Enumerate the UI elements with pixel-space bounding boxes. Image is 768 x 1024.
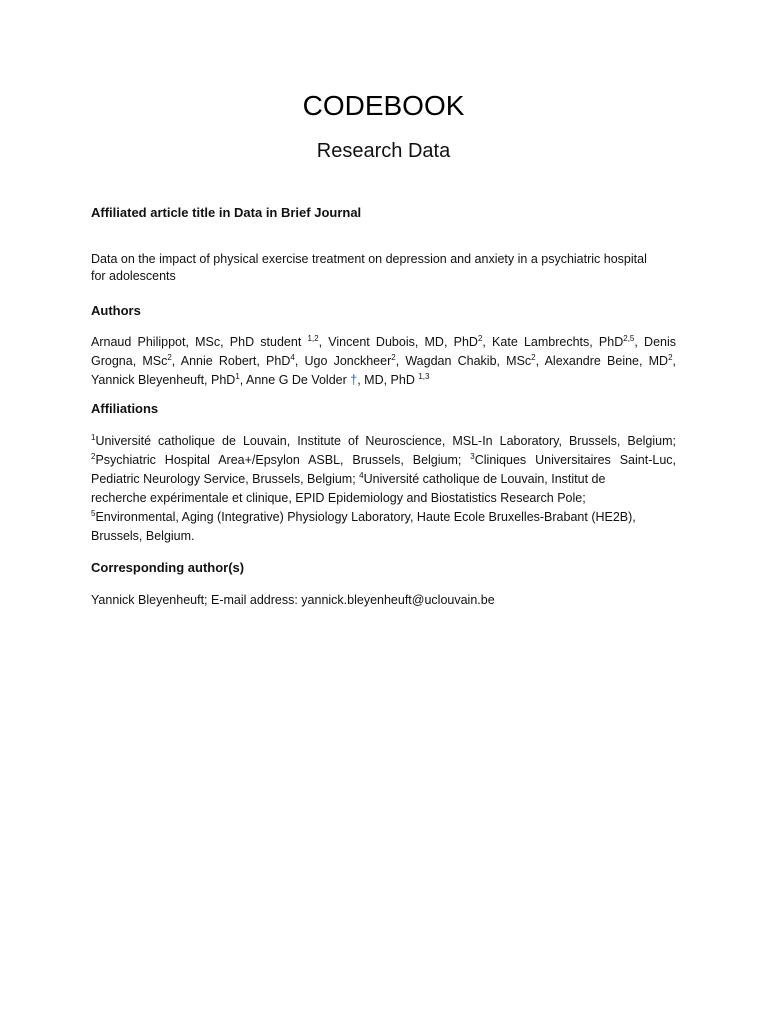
- author-separator: ,: [672, 354, 677, 368]
- affiliations-heading: Affiliations: [91, 401, 159, 416]
- author-affiliation-ref: 2: [531, 352, 536, 362]
- author-affiliation-ref: 1,3: [418, 371, 430, 381]
- article-heading: Affiliated article title in Data in Brief Journal: [91, 205, 362, 220]
- author-name: , Vincent Dubois, MD, PhD: [318, 335, 478, 349]
- author-name: , Anne G De Volder: [239, 373, 351, 387]
- document-subtitle: Research Data: [316, 140, 451, 162]
- affiliations-line-1: [91, 432, 676, 451]
- author-name: , Alexandre Beine, MD: [535, 354, 669, 368]
- affiliation-number: 4: [359, 470, 364, 480]
- author-degrees: , MD, PhD: [357, 373, 419, 387]
- author-name: Yannick Bleyenheuft, PhD: [91, 373, 236, 387]
- corresponding-heading: Corresponding author(s): [91, 560, 245, 575]
- author-name: , Wagdan Chakib, MSc: [395, 354, 532, 368]
- author-affiliation-ref: 2,5: [623, 333, 635, 343]
- affiliations-line-6: [91, 527, 676, 546]
- affiliation-text: recherche expérimentale et clinique, EPID Epidemiology and Biostatistics Research Pole;: [91, 491, 586, 505]
- authors-list: [91, 333, 676, 390]
- affiliation-number: 2: [91, 451, 96, 461]
- author-name: , Annie Robert, PhD: [171, 354, 291, 368]
- affiliation-text: Psychiatric Hospital Area+/Epsylon ASBL, Brussels, Belgium;: [95, 453, 471, 467]
- affiliations-line-4: [91, 489, 676, 508]
- affiliations-line-3: [91, 470, 676, 489]
- author-affiliation-ref: 2: [167, 352, 172, 362]
- affiliation-text: Université catholique de Louvain, Institute of Neuroscience, MSL-In Laboratory, Brussels, Belgium;: [95, 434, 676, 448]
- author-name: Grogna, MSc: [91, 354, 168, 368]
- authors-line-1: [91, 333, 676, 352]
- affiliation-text: Environmental, Aging (Integrative) Physiology Laboratory, Haute Ecole Bruxelles-Brabant (HE2B),: [95, 510, 636, 524]
- author-affiliation-ref: 1: [235, 371, 240, 381]
- author-name: , Denis: [634, 335, 676, 349]
- affiliation-number: 1: [91, 432, 96, 442]
- authors-line-3: [91, 371, 676, 390]
- affiliation-number: 3: [470, 451, 475, 461]
- article-title: [91, 251, 676, 285]
- article-title-line-1: Data on the impact of physical exercise treatment on depression and anxiety in a psychiatric hospital: [91, 252, 647, 266]
- author-name: , Ugo Jonckheer: [294, 354, 392, 368]
- document-title: CODEBOOK: [302, 90, 465, 121]
- authors-heading: Authors: [91, 303, 141, 318]
- affiliation-text: Cliniques Universitaires Saint-Luc,: [474, 453, 676, 467]
- affiliation-number: 5: [91, 508, 96, 518]
- author-affiliation-ref: 2: [668, 352, 673, 362]
- dagger-footnote-link[interactable]: †: [350, 373, 358, 387]
- affiliation-text: Pediatric Neurology Service, Brussels, Belgium;: [91, 472, 360, 486]
- author-name: Arnaud Philippot, MSc, PhD student: [91, 335, 308, 349]
- corresponding-author: Yannick Bleyenheuft; E-mail address: yannick.bleyenheuft@uclouvain.be: [91, 593, 495, 607]
- author-affiliation-ref: 2: [391, 352, 396, 362]
- author-affiliation-ref: 4: [290, 352, 295, 362]
- affiliations-list: [91, 432, 676, 546]
- authors-line-2: [91, 352, 676, 371]
- author-affiliation-ref: 1,2: [307, 333, 319, 343]
- article-title-line-2: for adolescents: [91, 269, 176, 283]
- author-name: , Kate Lambrechts, PhD: [482, 335, 624, 349]
- affiliations-line-5: [91, 508, 676, 527]
- affiliations-line-2: [91, 451, 676, 470]
- affiliation-text: Brussels, Belgium.: [91, 529, 195, 543]
- affiliation-text: Université catholique de Louvain, Institut de: [363, 472, 606, 486]
- author-affiliation-ref: 2: [477, 333, 483, 343]
